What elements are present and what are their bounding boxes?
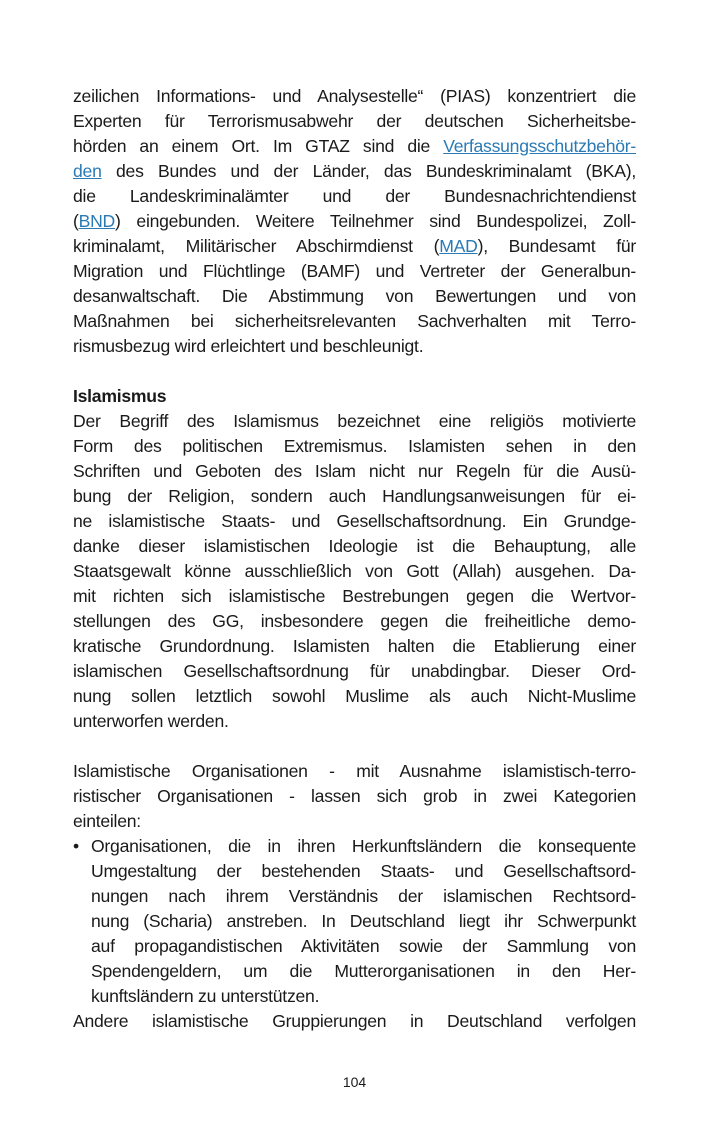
- paragraph-gap: [73, 359, 636, 384]
- text-line: nung (Scharia) anstreben. In Deutschland liegt ihr Schwerpunkt: [91, 911, 636, 931]
- text-line: zeilichen Informations- und Analysestelle“ (PIAS) konzentriert die: [73, 86, 636, 106]
- link-verfassungsschutzbehoerden-cont[interactable]: den: [73, 161, 102, 181]
- text-line: danke dieser islamistischen Ideologie ist die Behauptung, alle: [73, 536, 636, 556]
- text-line: rismusbezug wird erleichtert und beschleunigt.: [73, 336, 424, 356]
- link-bnd[interactable]: BND: [78, 211, 116, 231]
- text-fragment: ), Bundesamt für: [477, 236, 636, 256]
- paragraph-islamismus: [73, 409, 636, 734]
- text-fragment: kriminalamt, Militärischer Abschirmdienst (: [73, 236, 440, 256]
- text-fragment: ) eingebunden. Weitere Teilnehmer sind Bundespolizei, Zoll-: [115, 211, 636, 231]
- text-line: [73, 234, 636, 259]
- bullet-marker: •: [73, 836, 79, 856]
- text-line: Andere islamistische Gruppierungen in Deutschland verfolgen: [73, 1011, 636, 1031]
- section-heading: Islamismus: [73, 386, 167, 406]
- text-line: stellungen des GG, insbesondere gegen die freiheitliche demo-: [73, 611, 636, 631]
- text-line: nung sollen letztlich sowohl Muslime als auch Nicht-Muslime: [73, 686, 636, 706]
- text-fragment: (: [73, 211, 79, 231]
- text-line: Experten für Terrorismusabwehr der deutschen Sicherheitsbe-: [73, 111, 636, 131]
- text-line: bung der Religion, sondern auch Handlungsanweisungen für ei-: [73, 486, 636, 506]
- text-line: auf propagandistischen Aktivitäten sowie der Sammlung von: [91, 936, 636, 956]
- text-line: die Landeskriminalämter und der Bundesnachrichtendienst: [73, 186, 636, 206]
- text-line: einteilen:: [73, 811, 141, 831]
- text-line: Staatsgewalt könne ausschließlich von Gott (Allah) ausgehen. Da-: [73, 561, 636, 581]
- text-line: nungen nach ihrem Verständnis der islamischen Rechtsord-: [91, 886, 636, 906]
- text-line: ne islamistische Staats- und Gesellschaftsordnung. Ein Grundge-: [73, 511, 636, 531]
- text-line: Umgestaltung der bestehenden Staats- und Gesellschaftsord-: [91, 861, 636, 881]
- text-line: Organisationen, die in ihren Herkunftsländern die konsequente: [91, 836, 636, 856]
- paragraph-gtaz: [73, 84, 636, 359]
- text-line: [73, 134, 636, 159]
- link-verfassungsschutzbehoerden[interactable]: Verfassungsschutzbehör-: [443, 136, 636, 156]
- page-number: 104: [342, 1074, 367, 1090]
- paragraph-organisationen: [73, 759, 636, 834]
- text-line: ristischer Organisationen - lassen sich grob in zwei Kategorien: [73, 786, 636, 806]
- paragraph-gap: [73, 734, 636, 759]
- text-line: mit richten sich islamistische Bestrebungen gegen die Wertvor-: [73, 586, 636, 606]
- text-line: [73, 159, 636, 184]
- text-line: kunftsländern zu unterstützen.: [91, 986, 320, 1006]
- text-line: unterworfen werden.: [73, 711, 229, 731]
- text-line: Schriften und Geboten des Islam nicht nur Regeln für die Ausü-: [73, 461, 636, 481]
- text-line: Maßnahmen bei sicherheitsrelevanten Sachverhalten mit Terro-: [73, 311, 636, 331]
- link-mad[interactable]: MAD: [439, 236, 478, 256]
- text-line: islamischen Gesellschaftsordnung für unabdingbar. Dieser Ord-: [73, 661, 636, 681]
- text-line: Form des politischen Extremismus. Islamisten sehen in den: [73, 436, 636, 456]
- text-line: [73, 209, 636, 234]
- text-column: [73, 84, 636, 1034]
- text-fragment: des Bundes und der Länder, das Bundeskriminalamt (BKA),: [101, 161, 636, 181]
- text-line: Migration und Flüchtlinge (BAMF) und Vertreter der Generalbun-: [73, 261, 636, 281]
- text-line: kratische Grundordnung. Islamisten halten die Etablierung einer: [73, 636, 636, 656]
- text-line: Islamistische Organisationen - mit Ausnahme islamistisch-terro-: [73, 761, 636, 781]
- text-line: Der Begriff des Islamismus bezeichnet eine religiös motivierte: [73, 411, 636, 431]
- text-line: Spendengeldern, um die Mutterorganisationen in den Her-: [91, 961, 636, 981]
- list-item: [73, 834, 636, 1009]
- text-line: desanwaltschaft. Die Abstimmung von Bewertungen und von: [73, 286, 636, 306]
- text-fragment: hörden an einem Ort. Im GTAZ sind die: [73, 136, 444, 156]
